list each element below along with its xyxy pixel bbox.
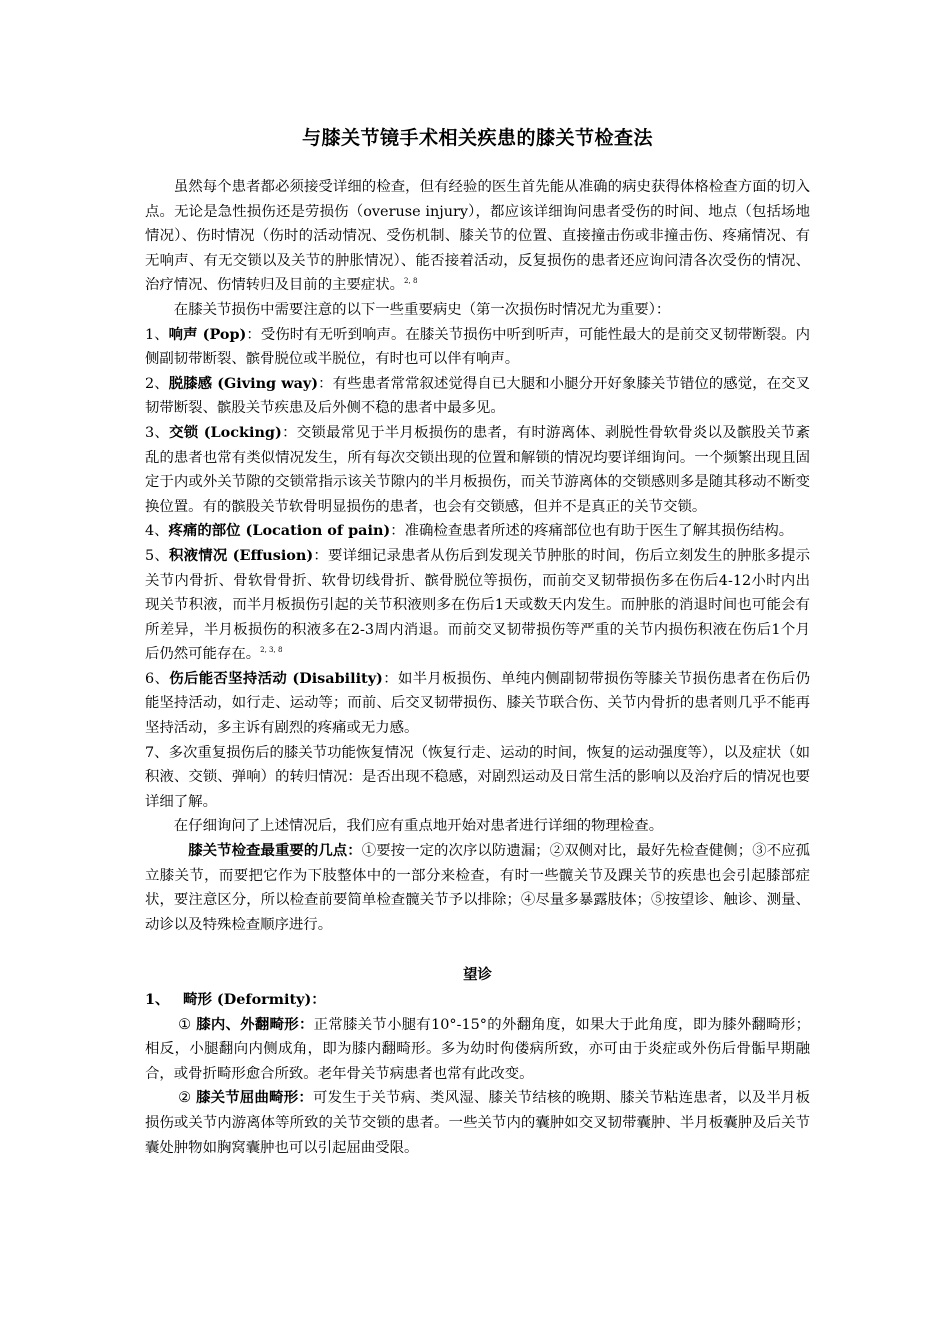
key-points-paragraph — [145, 839, 810, 937]
item-separator: ： — [246, 326, 261, 343]
history-item — [145, 519, 810, 544]
item-text: 多次重复损伤后的膝关节功能恢复情况（恢复行走、运动的时间，恢复的运动强度等），以及症状（如积液、交锁、弹响）的转归情况：是否出现不稳感，对剧烈运动及日常生活的影响以及治疗后的情况也要详细了解。 — [145, 744, 810, 810]
item-term: 疼痛的部位 (Location of pain) — [168, 522, 391, 540]
item-text: 准确检查患者所述的疼痛部位也有助于医生了解其损伤结构。 — [404, 523, 794, 540]
reference-superscript: 2, 8 — [404, 277, 418, 286]
history-item — [145, 421, 810, 519]
inspection-subitem — [145, 1013, 810, 1087]
item-number: 7、 — [145, 744, 169, 761]
item-separator: ： — [313, 547, 329, 564]
subitem-term: 膝内、外翻畸形： — [196, 1015, 314, 1033]
subitem-term: 膝关节屈曲畸形： — [196, 1089, 314, 1107]
history-item — [145, 323, 810, 372]
subitem-text: 正常膝关节小腿有10°-15°的外翻角度，如果大于此角度，即为膝外翻畸形；相反，小腿翻向内侧成角，即为膝内翻畸形。多为幼时佝偻病所致，亦可由于炎症或外伤后骨骺早期融合，或骨折畸形愈合所致。老年骨关节病患者也常有此改变。 — [145, 1016, 810, 1082]
intro-text: 虽然每个患者都必须接受详细的检查，但有经验的医生首先能从准确的病史获得体格检查方面的切入点。无论是急性损伤还是劳损伤（overuse injury），都应该详细询问患者受伤的时间、地点（包括场地情况）、伤时情况（伤时的活动情况、受伤机制、膝关节的位置、直接撞击伤或非撞击伤、疼痛情况、有无响声、有无交锁以及关节的肿胀情况）、能否接着活动，反复损伤的患者还应询问清各次受伤的情况、治疗情况、伤情转归及目前的主要症状。 — [145, 179, 810, 294]
inspection-item — [145, 988, 810, 1013]
section-heading-inspection: 望诊 — [463, 966, 492, 984]
item-text: 要详细记录患者从伤后到发现关节肿胀的时间，伤后立刻发生的肿胀多提示关节内骨折、骨软骨骨折、软骨切线骨折、髌骨脱位等损伤，而前交叉韧带损伤多在伤后4-12小时内出现关节积液，而半月板损伤引起的关节积液则多在伤后1天或数天内发生。而肿胀的消退时间也可能会有所差异，半月板损伤的积液多在2-3周内消退。而前交叉韧带损伤等严重的关节内损伤积液在伤后1个月后仍然可能存在。 — [145, 547, 810, 663]
circled-number: ② — [178, 1090, 192, 1107]
inspection-subitem — [145, 1086, 810, 1160]
intro-paragraph — [145, 175, 810, 298]
item-term: 脱膝感 (Giving way) — [168, 374, 319, 392]
item-text: 受伤时有无听到响声。在膝关节损伤中听到听声，可能性最大的是前交叉韧带断裂。内侧副韧带断裂、髌骨脱位或半脱位，有时也可以伴有响声。 — [145, 326, 810, 368]
item-separator: ： — [318, 375, 333, 392]
item-number: 1、 — [145, 991, 170, 1008]
reference-superscript: 2, 3, 8 — [260, 646, 283, 655]
history-item — [145, 667, 810, 741]
item-text: 如半月板损伤、单纯内侧副韧带损伤等膝关节损伤患者在伤后仍能坚持活动，如行走、运动等；而前、后交叉韧带损伤、膝关节联合伤、关节内骨折的患者则几乎不能再坚持活动，多主诉有剧烈的疼痛或无力感。 — [145, 670, 810, 737]
item-separator: ： — [281, 424, 297, 441]
item-term: 伤后能否坚持活动 (Disability) — [169, 669, 383, 687]
item-term: 畸形 (Deformity)： — [183, 991, 326, 1008]
history-item — [145, 741, 810, 815]
item-number: 5、 — [145, 547, 169, 564]
item-term: 积液情况 (Effusion) — [169, 546, 314, 564]
circled-number: ① — [178, 1016, 192, 1033]
item-number: 3、 — [145, 424, 170, 441]
key-points-label: 膝关节检查最重要的几点： — [188, 842, 362, 860]
item-number: 6、 — [145, 670, 170, 687]
history-item — [145, 544, 810, 667]
item-text: 交锁最常见于半月板损伤的患者，有时游离体、剥脱性骨软骨炎以及髌股关节紊乱的患者也常有类似情况发生，所有每次交锁出现的位置和解锁的情况均要详细询问。一个频繁出现且固定于内或外关节隙的交锁常指示该关节隙内的半月板损伤，而关节游离体的交锁感则多是随其移动不断变换位置。有的髌股关节软骨明显损伤的患者，也会有交锁感，但并不是真正的关节交锁。 — [145, 424, 810, 515]
transition-paragraph: 在仔细询问了上述情况后，我们应有重点地开始对患者进行详细的物理检查。 — [173, 818, 664, 835]
item-number: 2、 — [145, 375, 169, 392]
document-body — [145, 175, 810, 1160]
item-term: 交锁 (Locking) — [169, 423, 282, 441]
subitem-text: 可发生于关节病、类风湿、膝关节结核的晚期、膝关节粘连患者，以及半月板损伤或关节内游离体等所致的关节交锁的患者。一些关节内的囊肿如交叉韧带囊肿、半月板囊肿及后关节囊处肿物如胸窝囊肿也可以引起屈曲受限。 — [145, 1090, 810, 1156]
item-text: 有些患者常常叙述觉得自已大腿和小腿分开好象膝关节错位的感觉，在交叉韧带断裂、髌股关节疾患及后外侧不稳的患者中最多见。 — [145, 375, 810, 417]
item-number: 1、 — [145, 326, 169, 343]
item-term: 响声 (Pop) — [168, 325, 247, 343]
item-separator: ： — [390, 523, 405, 540]
page-title: 与膝关节镜手术相关疾患的膝关节检查法 — [301, 127, 653, 149]
key-points-text: ①要按一定的次序以防遗漏；②双侧对比，最好先检查健侧；③不应孤立膝关节，而要把它作为下肢整体中的一部分来检查，有时一些髋关节及踝关节的疾患也会引起膝部症状，要注意区分，所以检查前要简单检查髋关节予以排除；④尽量多暴露肢体；⑤按望诊、触诊、测量、动诊以及特殊检查顺序进行。 — [145, 843, 810, 933]
item-number: 4、 — [145, 523, 169, 540]
item-separator: ： — [382, 670, 398, 687]
history-item — [145, 372, 810, 421]
history-intro-paragraph: 在膝关节损伤中需要注意的以下一些重要病史（第一次损伤时情况尤为重要）： — [173, 301, 671, 318]
